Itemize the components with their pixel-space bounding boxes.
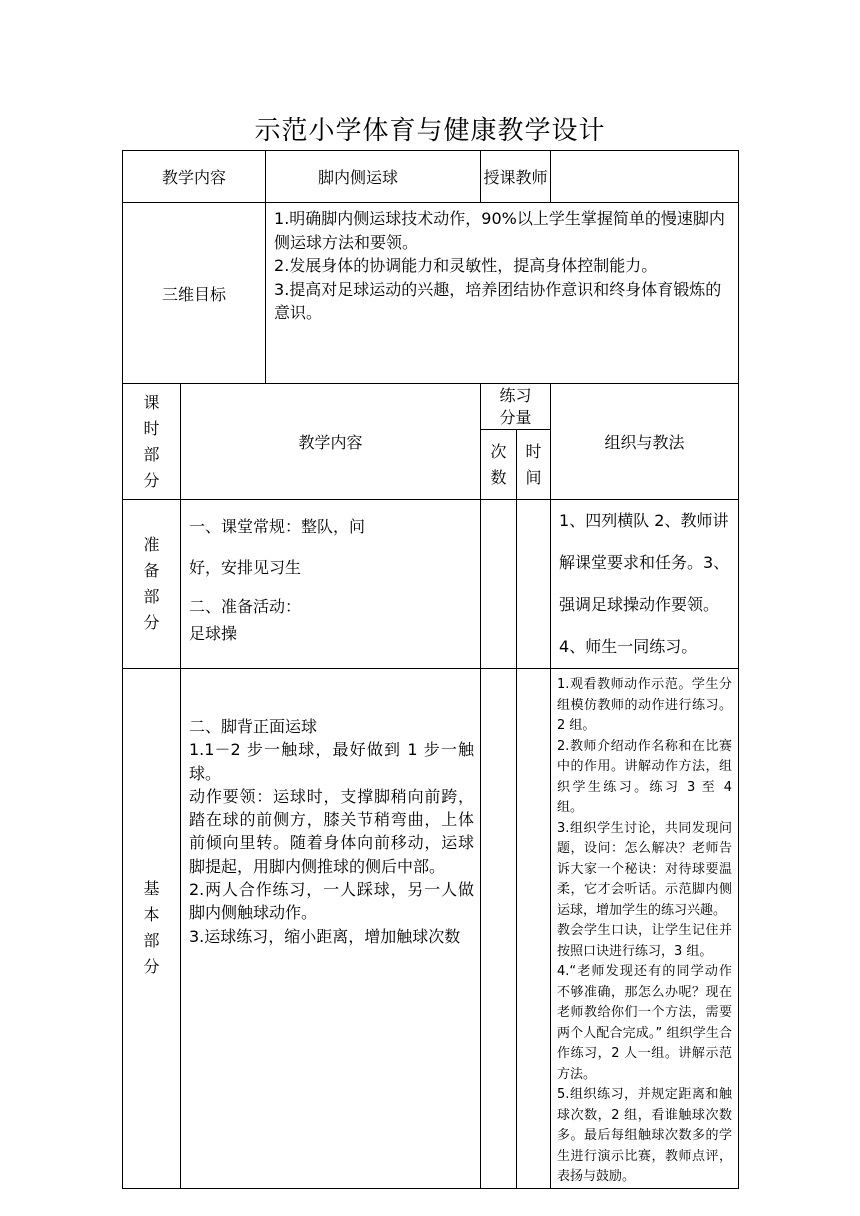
content-header-cell <box>181 384 481 500</box>
goal-item: 1.明确脚内侧运球技术动作，90%以上学生掌握简单的慢速脚内侧运球方法和要领。 <box>274 209 725 252</box>
basic-method-item: 3.组织学生讨论，共同发现问题，设问：怎么解决？老师告诉大家一个秘诀：对待球要温柔，它才会听话。示范脚内侧运球，增加学生的练习兴趣。 <box>557 820 733 918</box>
content-label-cell <box>123 151 266 203</box>
basic-content-line: 二、脚背正面运球 <box>189 717 318 736</box>
section-header-char: 分 <box>143 470 160 490</box>
goals-label-cell <box>123 203 266 384</box>
basic-method-item: 1.观看教师动作示范。学生分组模仿教师的动作进行练习。2 组。 <box>557 677 733 733</box>
basic-label-cell <box>123 669 181 1189</box>
prep-times-cell <box>481 500 517 669</box>
section-header-cell <box>123 384 181 500</box>
basic-row <box>123 669 739 1189</box>
section-header-char: 课 <box>143 392 160 412</box>
duration-header-char: 时 <box>525 441 542 461</box>
prep-label-cell <box>123 500 181 669</box>
method-header-cell <box>551 384 739 500</box>
duration-header-cell <box>517 430 551 500</box>
prep-label-char: 备 <box>143 561 160 580</box>
prep-content-line: 一、课堂常规：整队，问好，安排见习生 <box>189 517 366 577</box>
goal-item: 3.提高对足球运动的兴趣，培养团结协作意识和终身体育锻炼的意识。 <box>274 279 722 322</box>
prep-method-cell <box>551 500 739 669</box>
basic-method-item: 4.“老师发现还有的同学动作不够准确，那怎么办呢？现在老师教给你们一个方法，需要两个人配合完成。” 组织学生合作练习，2 人一组。讲解示范方法。 <box>557 964 733 1082</box>
basic-content-line: 1.1－2 步一触球，最好做到 1 步一触球。 <box>189 740 475 783</box>
basic-times-cell <box>481 669 517 1189</box>
times-header-char: 数 <box>490 467 507 487</box>
basic-content-line: 动作要领：运球时，支撑脚稍向前跨，踏在球的前侧方，膝关节稍弯曲，上体前倾向里转。随着身体向前移动，运球脚提起，用脚内侧推球的侧后中部。 <box>189 786 475 876</box>
column-header-row <box>123 384 739 430</box>
section-header-char: 时 <box>143 418 160 438</box>
basic-content-cell <box>181 669 481 1189</box>
practice-header-cell <box>481 384 551 430</box>
method-header: 组织与教法 <box>604 433 685 452</box>
teacher-value-cell <box>551 151 739 203</box>
basic-method-item: 2.教师介绍动作名称和在比赛中的作用。讲解动作方法，组织学生练习。练习 3 至 4 组。 <box>557 738 733 815</box>
prep-label-char: 部 <box>143 587 160 606</box>
lesson-plan-table <box>122 150 739 1189</box>
prep-label-char: 准 <box>143 535 160 554</box>
basic-method-item: 5.组织练习，并规定距离和触球次数，2 组，看谁触球次数多。最后每组触球次数多的学生进行演示比赛，教师点评，表扬与鼓励。 <box>557 1087 733 1184</box>
content-label: 教学内容 <box>162 168 227 187</box>
prep-row <box>123 500 739 669</box>
practice-header: 练习分量 <box>499 385 532 427</box>
times-header-char: 次 <box>490 441 507 461</box>
content-header: 教学内容 <box>298 433 363 452</box>
basic-duration-cell <box>517 669 551 1189</box>
basic-label-char: 本 <box>143 905 160 925</box>
teacher-label-cell <box>481 151 551 203</box>
goal-item: 2.发展身体的协调能力和灵敏性，提高身体控制能力。 <box>274 256 658 275</box>
content-value-cell <box>266 151 481 203</box>
basic-label-char: 分 <box>143 957 160 977</box>
section-header-char: 部 <box>143 444 160 464</box>
basic-label-char: 基 <box>143 879 160 899</box>
times-header-cell <box>481 430 517 500</box>
goals-text-cell <box>266 203 739 384</box>
basic-content-line: 2.两人合作练习，一人踩球，另一人做脚内侧触球动作。 <box>189 880 475 923</box>
basic-label-char: 部 <box>143 931 160 951</box>
prep-content-line: 二、准备活动： <box>189 597 302 616</box>
goals-label: 三维目标 <box>162 284 227 304</box>
document-title: 示范小学体育与健康教学设计 <box>254 116 606 146</box>
content-value: 脚内侧运球 <box>318 168 399 187</box>
prep-content-cell <box>181 500 481 669</box>
basic-content-line: 3.运球练习，缩小距离，增加触球次数 <box>189 926 461 946</box>
basic-method-item: 教会学生口诀，让学生记住并按照口诀进行练习，3 组。 <box>557 923 733 959</box>
goals-row <box>123 203 739 384</box>
prep-method-text: 1、四列横队 2、教师讲解课堂要求和任务。3、强调足球操动作要领。4、师生一同练习。 <box>559 511 730 656</box>
prep-content-line: 足球操 <box>189 624 238 643</box>
basic-method-cell <box>551 669 739 1189</box>
header-row <box>123 151 739 203</box>
duration-header-char: 间 <box>525 467 542 487</box>
prep-label-char: 分 <box>143 613 160 632</box>
prep-duration-cell <box>517 500 551 669</box>
teacher-label: 授课教师 <box>483 168 548 187</box>
